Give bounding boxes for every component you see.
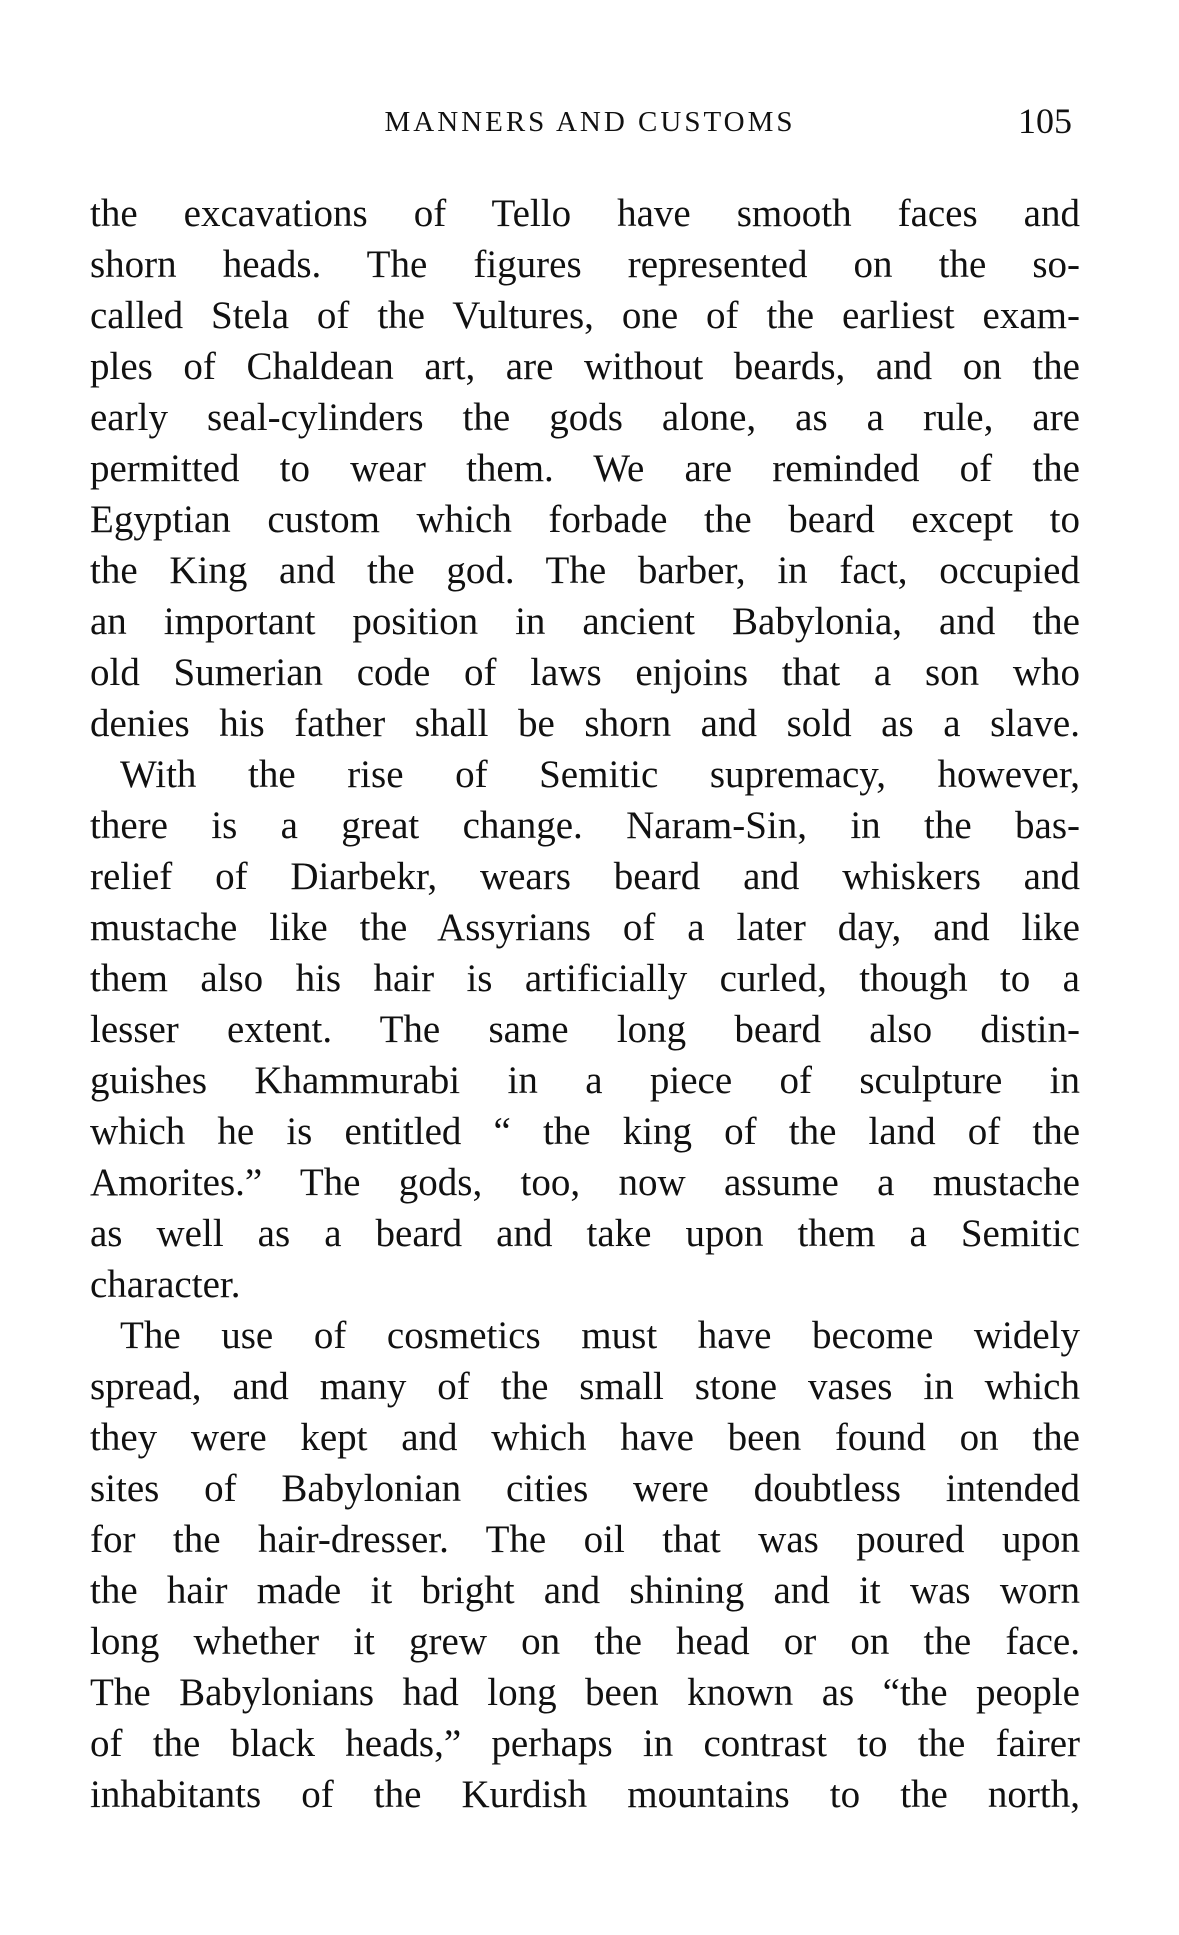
text-line: the hair made it bright and shining and it was worn xyxy=(90,1569,1080,1612)
text-line: relief of Diarbekr, wears beard and whiskers and xyxy=(90,855,1080,898)
text-line: sites of Babylonian cities were doubtless intended xyxy=(90,1467,1080,1510)
page-body-text xyxy=(90,188,1080,1820)
text-line: guishes Khammurabi in a piece of sculpture in xyxy=(90,1059,1080,1102)
text-line: which he is entitled “ the king of the land of the xyxy=(90,1110,1080,1153)
page-number: 105 xyxy=(1018,101,1072,141)
text-line: The Babylonians had long been known as “the people xyxy=(90,1671,1080,1714)
text-line: denies his father shall be shorn and sold as a slave. xyxy=(90,702,1080,745)
text-line: With the rise of Semitic supremacy, however, xyxy=(120,753,1080,796)
text-line: old Sumerian code of laws enjoins that a son who xyxy=(90,651,1080,694)
running-head-title: MANNERS AND CUSTOMS xyxy=(384,106,796,138)
text-line: mustache like the Assyrians of a later day, and like xyxy=(90,906,1080,949)
text-line: an important position in ancient Babylonia, and the xyxy=(90,600,1080,643)
text-line: them also his hair is artificially curled, though to a xyxy=(90,957,1080,1000)
text-line: Egyptian custom which forbade the beard except to xyxy=(90,498,1080,541)
text-line: shorn heads. The figures represented on the so- xyxy=(90,243,1080,286)
text-line: as well as a beard and take upon them a Semitic xyxy=(90,1212,1080,1255)
text-line: the King and the god. The barber, in fact, occupied xyxy=(90,549,1080,592)
text-line: permitted to wear them. We are reminded of the xyxy=(90,447,1080,490)
text-line: for the hair-dresser. The oil that was poured upon xyxy=(90,1518,1080,1561)
text-line: there is a great change. Naram-Sin, in the bas- xyxy=(90,804,1080,847)
text-line: ples of Chaldean art, are without beards, and on the xyxy=(90,345,1080,388)
text-line: early seal-cylinders the gods alone, as a rule, are xyxy=(90,396,1080,439)
text-line: character. xyxy=(90,1263,241,1306)
text-line: spread, and many of the small stone vases in which xyxy=(90,1365,1080,1408)
text-line: Amorites.” The gods, too, now assume a mustache xyxy=(90,1161,1080,1204)
text-line: lesser extent. The same long beard also distin- xyxy=(90,1008,1080,1051)
text-line: the excavations of Tello have smooth faces and xyxy=(90,192,1080,235)
text-line: long whether it grew on the head or on the face. xyxy=(90,1620,1080,1663)
text-line: inhabitants of the Kurdish mountains to the north, xyxy=(90,1773,1080,1816)
text-line: they were kept and which have been found on the xyxy=(90,1416,1080,1459)
text-line: called Stela of the Vultures, one of the earliest exam- xyxy=(90,294,1080,337)
text-line: The use of cosmetics must have become widely xyxy=(120,1314,1080,1357)
text-line: of the black heads,” perhaps in contrast to the fairer xyxy=(90,1722,1080,1765)
